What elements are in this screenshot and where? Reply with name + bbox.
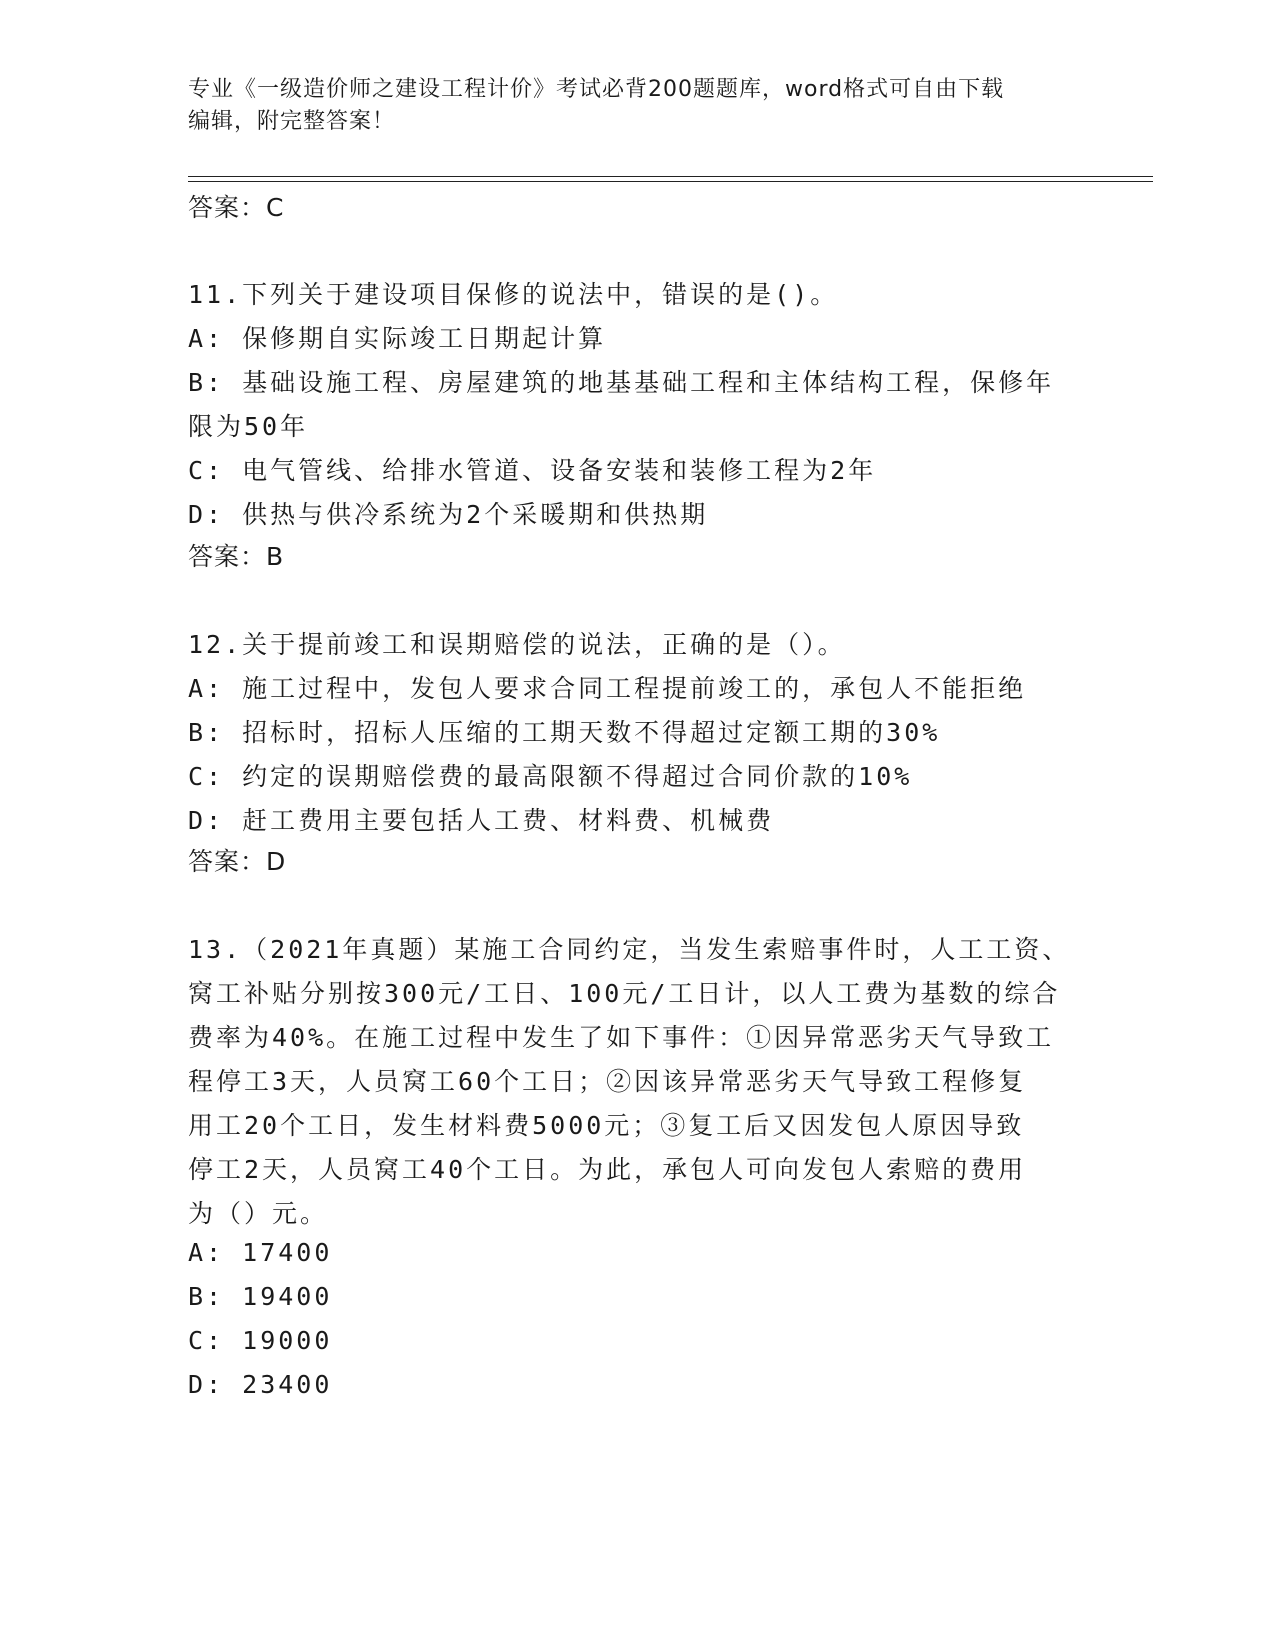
q12-option-c: C: 约定的误期赔偿费的最高限额不得超过合同价款的10% bbox=[188, 762, 913, 791]
header-line-1: 专业《一级造价师之建设工程计价》考试必背200题题库，word格式可自由下载 bbox=[188, 77, 1005, 102]
q13-option-d: D: 23400 bbox=[188, 1370, 333, 1399]
q13-option-c: C: 19000 bbox=[188, 1326, 333, 1355]
header-divider-top bbox=[188, 176, 1153, 177]
q13-stem-line6: 停工2天，人员窝工40个工日。为此，承包人可向发包人索赔的费用 bbox=[188, 1155, 1027, 1184]
header-divider-bottom bbox=[188, 181, 1153, 182]
q12-option-b: B: 招标时，招标人压缩的工期天数不得超过定额工期的30% bbox=[188, 718, 941, 747]
prev-answer: 答案：C bbox=[188, 193, 285, 222]
q13-option-b: B: 19400 bbox=[188, 1282, 333, 1311]
q12-answer: 答案：D bbox=[188, 847, 287, 876]
document-header bbox=[188, 74, 1088, 138]
q13-stem-line5: 用工20个工日，发生材料费5000元；③复工后又因发包人原因导致 bbox=[188, 1111, 1025, 1140]
q13-stem-line3: 费率为40%。在施工过程中发生了如下事件：①因异常恶劣天气导致工 bbox=[188, 1023, 1055, 1052]
q11-option-a: A: 保修期自实际竣工日期起计算 bbox=[188, 324, 607, 353]
q11-stem: 11.下列关于建设项目保修的说法中，错误的是()。 bbox=[188, 280, 839, 309]
q11-option-c: C: 电气管线、给排水管道、设备安装和装修工程为2年 bbox=[188, 456, 877, 485]
q11-option-d: D: 供热与供冷系统为2个采暖期和供热期 bbox=[188, 500, 709, 529]
q13-stem-line1: 13.（2021年真题）某施工合同约定，当发生索赔事件时，人工工资、 bbox=[188, 935, 1071, 964]
q12-stem: 12.关于提前竣工和误期赔偿的说法，正确的是（）。 bbox=[188, 630, 846, 659]
q13-stem-line2: 窝工补贴分别按300元/工日、100元/工日计，以人工费为基数的综合 bbox=[188, 979, 1061, 1008]
header-line-2: 编辑，附完整答案！ bbox=[188, 109, 396, 134]
q11-answer: 答案：B bbox=[188, 542, 285, 571]
q11-option-b-line2: 限为50年 bbox=[188, 412, 309, 441]
q13-option-a: A: 17400 bbox=[188, 1238, 333, 1267]
q13-stem-line4: 程停工3天，人员窝工60个工日；②因该异常恶劣天气导致工程修复 bbox=[188, 1067, 1027, 1096]
q11-option-b-line1: B: 基础设施工程、房屋建筑的地基基础工程和主体结构工程，保修年 bbox=[188, 368, 1055, 397]
q13-stem-line7: 为（）元。 bbox=[188, 1199, 329, 1228]
q12-option-d: D: 赶工费用主要包括人工费、材料费、机械费 bbox=[188, 806, 775, 835]
q12-option-a: A: 施工过程中，发包人要求合同工程提前竣工的，承包人不能拒绝 bbox=[188, 674, 1027, 703]
